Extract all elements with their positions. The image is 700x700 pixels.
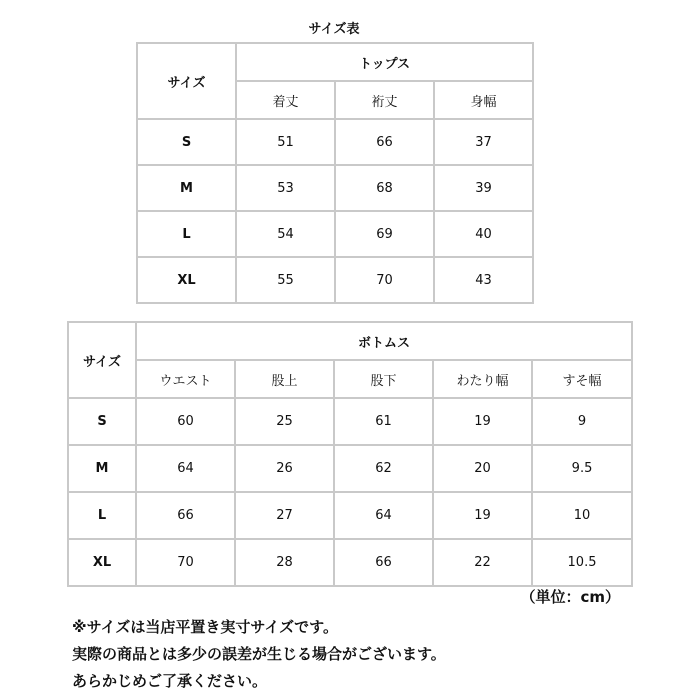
table-cell: 51 — [236, 119, 335, 165]
table-cell: 19 — [433, 492, 532, 539]
table-cell: 66 — [136, 492, 235, 539]
table-cell: 43 — [434, 257, 533, 303]
size-label: XL — [137, 257, 236, 303]
size-header: サイズ — [137, 43, 236, 119]
table-cell: 10.5 — [532, 539, 632, 586]
table-cell: 70 — [335, 257, 434, 303]
table-cell: 40 — [434, 211, 533, 257]
table-cell: 68 — [335, 165, 434, 211]
unit-note: （単位：cm） — [520, 588, 620, 606]
tops-size-table — [136, 42, 534, 304]
column-header: 着丈 — [236, 81, 335, 119]
table-cell: 22 — [433, 539, 532, 586]
table-row — [68, 539, 632, 586]
table-cell: 39 — [434, 165, 533, 211]
table-cell: 70 — [136, 539, 235, 586]
table-cell: 66 — [334, 539, 433, 586]
column-header: すそ幅 — [532, 360, 632, 398]
column-header: ウエスト — [136, 360, 235, 398]
size-label: L — [137, 211, 236, 257]
table-row — [137, 257, 533, 303]
size-label: M — [137, 165, 236, 211]
tops-group-header: トップス — [236, 43, 533, 81]
table-cell: 64 — [334, 492, 433, 539]
column-header: 股下 — [334, 360, 433, 398]
bottoms-size-table — [67, 321, 633, 587]
table-cell: 25 — [235, 398, 334, 445]
table-cell: 37 — [434, 119, 533, 165]
table-cell: 9.5 — [532, 445, 632, 492]
table-cell: 27 — [235, 492, 334, 539]
column-header: わたり幅 — [433, 360, 532, 398]
table-cell: 55 — [236, 257, 335, 303]
table-cell: 53 — [236, 165, 335, 211]
note-line: ※サイズは当店平置き実寸サイズです。 — [72, 618, 338, 636]
size-label: M — [68, 445, 136, 492]
table-cell: 26 — [235, 445, 334, 492]
note-line: あらかじめご了承ください。 — [72, 672, 268, 690]
table-cell: 60 — [136, 398, 235, 445]
note-line: 実際の商品とは多少の誤差が生じる場合がございます。 — [72, 645, 446, 663]
table-cell: 10 — [532, 492, 632, 539]
size-notes — [72, 614, 446, 695]
page-title: サイズ表 — [308, 22, 360, 37]
size-label: S — [68, 398, 136, 445]
table-cell: 64 — [136, 445, 235, 492]
table-cell: 9 — [532, 398, 632, 445]
table-row — [137, 119, 533, 165]
table-row — [68, 398, 632, 445]
column-header: 股上 — [235, 360, 334, 398]
table-cell: 20 — [433, 445, 532, 492]
size-label: S — [137, 119, 236, 165]
size-label: XL — [68, 539, 136, 586]
table-row — [137, 165, 533, 211]
table-row — [68, 445, 632, 492]
table-cell: 66 — [335, 119, 434, 165]
table-cell: 62 — [334, 445, 433, 492]
table-cell: 19 — [433, 398, 532, 445]
bottoms-group-header: ボトムス — [136, 322, 632, 360]
size-label: L — [68, 492, 136, 539]
table-cell: 54 — [236, 211, 335, 257]
table-row — [137, 211, 533, 257]
table-cell: 61 — [334, 398, 433, 445]
column-header: 身幅 — [434, 81, 533, 119]
size-header: サイズ — [68, 322, 136, 398]
table-row — [68, 492, 632, 539]
table-cell: 28 — [235, 539, 334, 586]
column-header: 裄丈 — [335, 81, 434, 119]
table-cell: 69 — [335, 211, 434, 257]
